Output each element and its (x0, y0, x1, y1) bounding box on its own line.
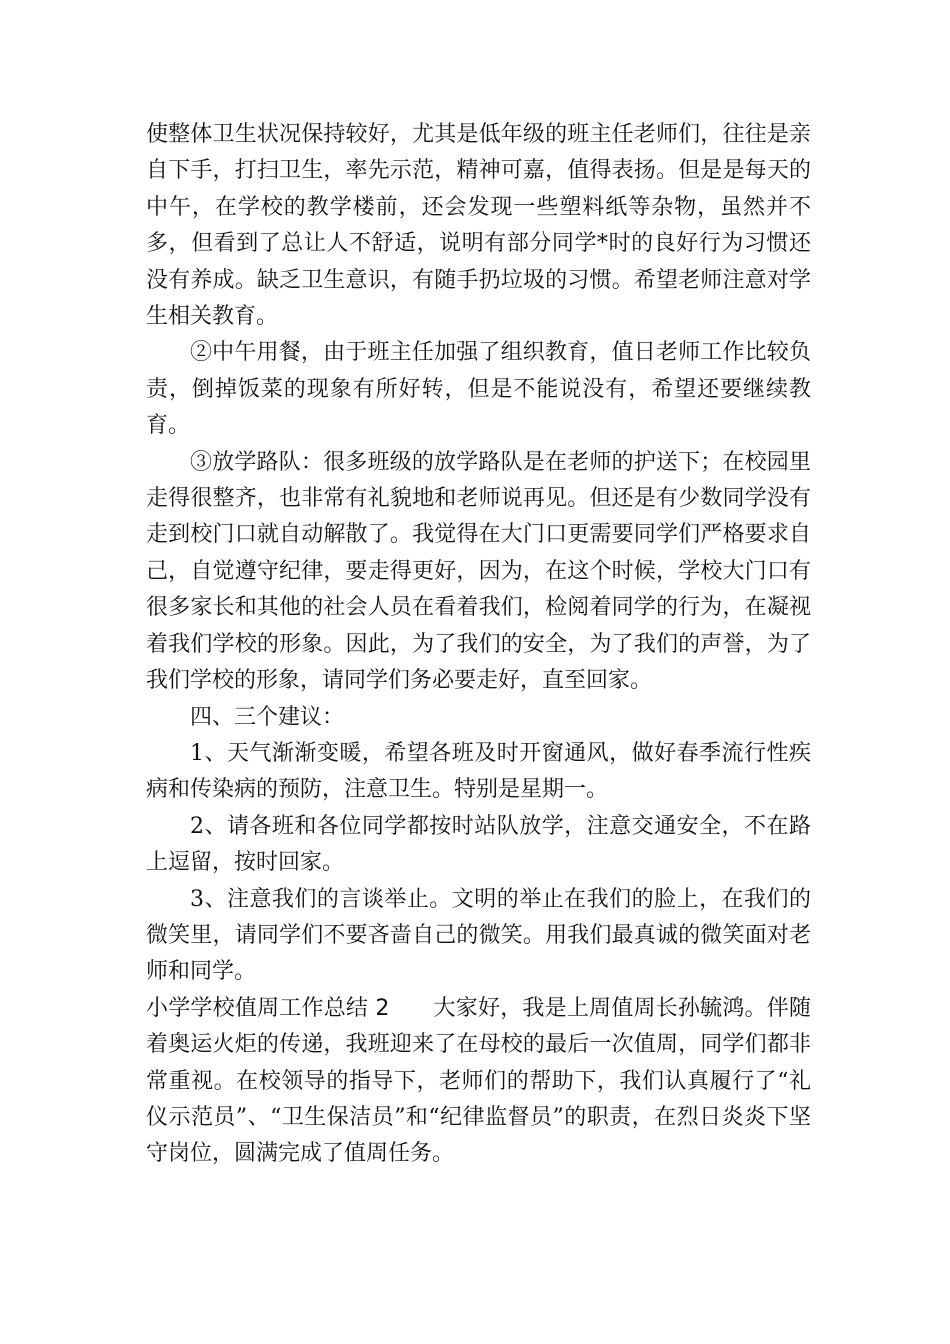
section-body: 大家好，我是上周值周长孙毓鸿。伴随着奥运火炬的传递，我班迎来了在母校的最后一次值周，同学们都非常重视。在校领导的指导下，老师们的帮助下，我们认真履行了“礼仪示范员”、“卫生保洁员”和“纪律监督员”的职责，在烈日炎炎下坚守岗位，圆满完成了值周任务。 (146, 995, 811, 1167)
document-body (146, 117, 811, 1173)
section-2 (146, 991, 811, 1173)
suggestion-2: 2、请各班和各位同学都按时站队放学，注意交通安全，不在路上逗留，按时回家。 (146, 813, 811, 876)
paragraph-hygiene: 使整体卫生状况保持较好，尤其是低年级的班主任老师们，往往是亲自下手，打扫卫生，率先示范，精神可嘉，值得表扬。但是是每天的中午，在学校的教学楼前，还会发现一些塑料纸等杂物，虽然并不多，但看到了总让人不舒适，说明有部分同学*时的良好行为习惯还没有养成。缺乏卫生意识，有随手扔垃圾的习惯。希望老师注意对学生相关教育。 (146, 122, 811, 330)
paragraph-lunch: ②中午用餐，由于班主任加强了组织教育，值日老师工作比较负责，倒掉饭菜的现象有所好转，但是不能说没有，希望还要继续教育。 (146, 340, 811, 439)
suggestion-1: 1、天气渐渐变暖，希望各班及时开窗通风，做好春季流行性疾病和传染病的预防，注意卫生。特别是星期一。 (146, 740, 811, 803)
paragraph-dismissal-line: ③放学路队：很多班级的放学路队是在老师的护送下；在校园里走得很整齐，也非常有礼貌地和老师说再见。但还是有少数同学没有走到校门口就自动解散了。我觉得在大门口更需要同学们严格要求自己，自觉遵守纪律，要走得更好，因为，在这个时候，学校大门口有很多家长和其他的社会人员在看着我们，检阅着同学的行为，在凝视着我们学校的形象。因此，为了我们的安全，为了我们的声誉，为了我们学校的形象，请同学们务必要走好，直至回家。 (146, 449, 811, 694)
suggestion-3: 3、注意我们的言谈举止。文明的举止在我们的脸上，在我们的微笑里，请同学们不要吝啬自己的微笑。用我们最真诚的微笑面对老师和同学。 (146, 886, 811, 985)
heading-three-suggestions: 四、三个建议： (190, 704, 345, 730)
section-title: 小学学校值周工作总结 2 (146, 995, 390, 1021)
